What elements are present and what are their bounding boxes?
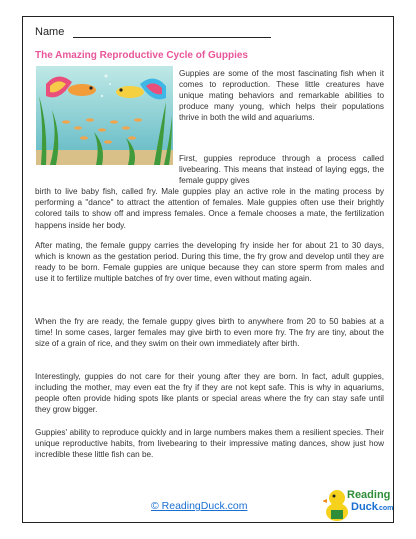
name-line — [73, 37, 271, 38]
guppies-illustration — [36, 66, 173, 165]
readingduck-logo — [323, 484, 397, 526]
paragraph-birth: When the fry are ready, the female guppy gives birth to anywhere from 20 to 50 babies at a time! In some cases, larger females may give birth to even more fry. The fry are tiny, about the size of a grain of rice, and they swim on their own immediately after birth. — [35, 317, 384, 349]
paragraph-intro: Guppies are some of the most fascinating fish when it comes to reproduction. These little creatures have unique mating behaviors and remarkable abilities to produce many young, which helps their populations thrive in both the wild and aquariums. — [179, 69, 384, 123]
name-label: Name — [35, 26, 65, 38]
duck-icon — [323, 490, 348, 521]
worksheet-page — [22, 16, 394, 523]
paragraph-conclusion: Guppies' ability to reproduce quickly and in large numbers makes them a resilient species. Their unique reproductive habits, from livebearing to their impressive mating dances, show just how incredible these little fish can be. — [35, 428, 384, 460]
readingduck-link[interactable]: © ReadingDuck.com — [151, 500, 248, 512]
paragraph-livebearing-rest: birth to live baby fish, called fry. Male guppies play an active role in the mating process by performing a "dance" to attract the attention of females. Male guppies often use their brightly colored tails to show off and impress females. Once a female chooses a mate, the fertilization happens inside her body. — [35, 187, 384, 230]
worksheet-title: The Amazing Reproductive Cycle of Guppies — [35, 50, 248, 61]
paragraph-gestation: After mating, the female guppy carries the developing fry inside her for about 21 to 30 days, which is known as the gestation period. During this time, the fry grow and develop until they are ready to be born. Female guppies are unique because they can store sperm from males and use it to fertilize multiple batches of fry over time, even without mating again. — [35, 241, 384, 284]
paragraph-livebearing-lead: First, guppies reproduce through a process called livebearing. This means that instead of laying eggs, the female guppy gives — [179, 154, 384, 186]
paragraph-livebearing — [35, 153, 384, 231]
paragraph-parenting: Interestingly, guppies do not care for their young after they are born. In fact, adult guppies, including the mother, may even eat the fry if they are not kept safe. This is why in aquariums, people often provide hiding spots like plants or special areas where the fry can stay safe until they grow bigger. — [35, 372, 384, 415]
svg-text:.com: .com — [377, 505, 394, 512]
svg-text:Reading: Reading — [347, 489, 391, 501]
svg-text:Duck: Duck — [351, 501, 378, 513]
